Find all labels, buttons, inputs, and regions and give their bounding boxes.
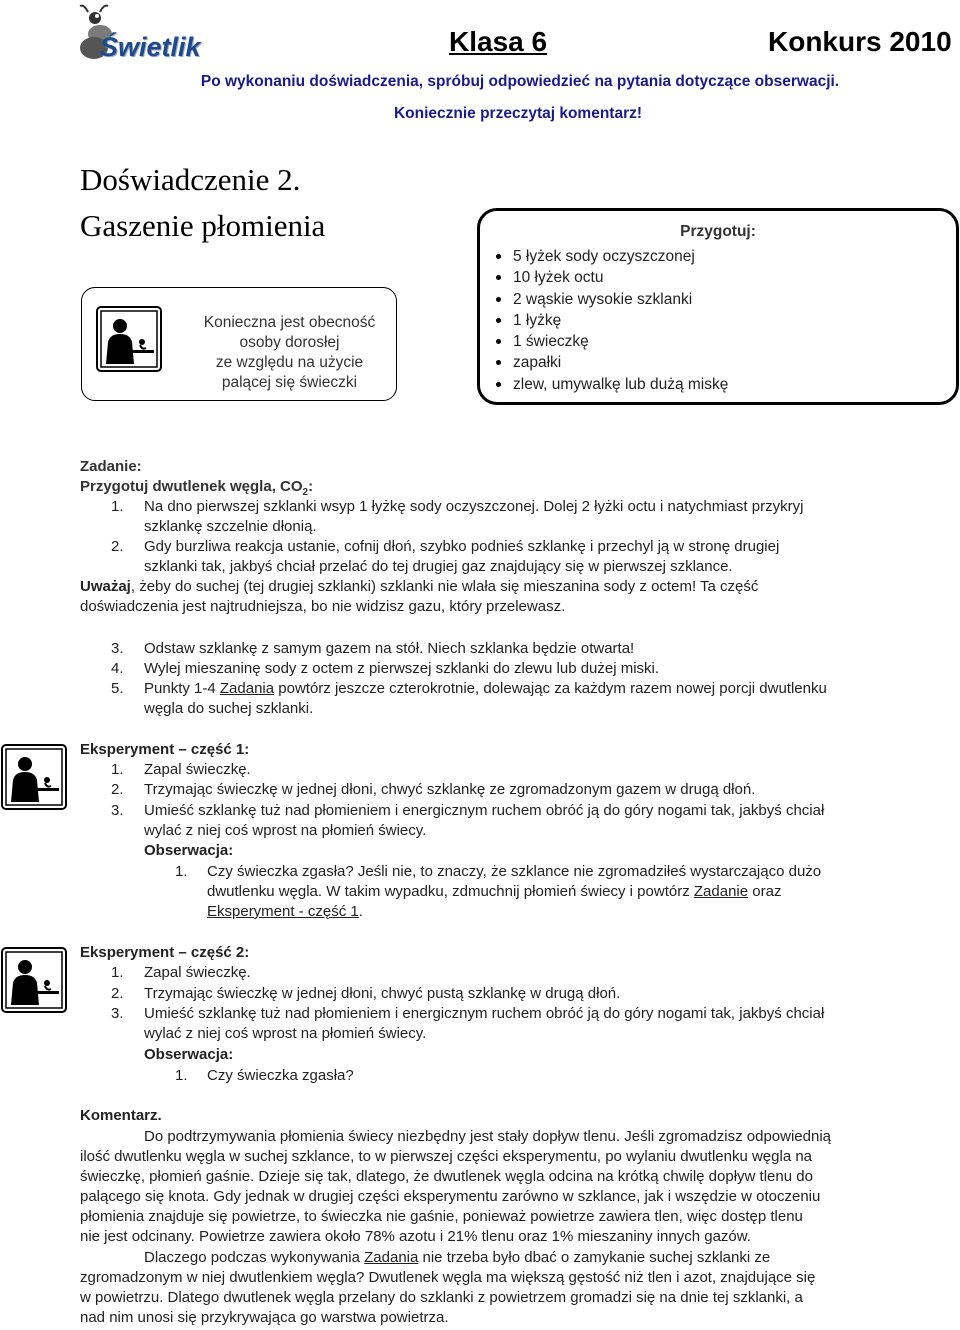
experiment-heading: Doświadczenie 2. — [80, 162, 301, 197]
experiment-title: Gaszenie płomienia — [80, 208, 326, 243]
comment-paragraph-2-line: zgromadzonym w niej dwutlenkiem węgla? Dwutlenek węgla ma większą gęstość niż tlen i azot, znajdujące się — [80, 1269, 816, 1286]
part2-observation-heading: Obserwacja: — [144, 1046, 234, 1063]
part2-step-3: 3. Umieść szklankę tuż nad płomieniem i energicznym ruchem obróć ją do góry nogami tak, jakbyś chciał wylać z niej coś wprost na płomień świecy. — [111, 1005, 825, 1042]
comment-paragraph-2-line: Dlaczego podczas wykonywania Zadania nie trzeba było dbać o zamykanie suchej szklanki ze — [144, 1249, 771, 1266]
prepare-item: 1 świeczkę — [487, 331, 728, 352]
zadanie-link[interactable]: Zadanie — [693, 883, 749, 900]
prepare-item: 1 łyżkę — [487, 310, 728, 331]
task-warning-line-2: doświadczenia jest najtrudniejsza, bo nie widzisz gazu, który przelewasz. — [80, 598, 566, 615]
logo — [78, 4, 201, 68]
comment-paragraph-1-line: ilość dwutlenku węgla w suchej szklance, to w pierwszej części eksperymentu, po wylaniu dwutlenku węgla na — [80, 1148, 813, 1165]
prepare-item: zapałki — [487, 352, 728, 373]
task-step-3: 3. Odstaw szklankę z samym gazem na stół. Niech szklanka będzie otwarta! — [111, 640, 635, 657]
prepare-box — [477, 208, 959, 405]
adult-line-4: palącej się świeczki — [221, 374, 358, 391]
comment-paragraph-1-line: świeczkę, płomień gaśnie. Dzieje się tak, dlatego, że dwutlenek węgla odcina na krótką chwilę dopływ tlenu do — [80, 1168, 813, 1185]
task-step-4: 4. Wylej mieszaninę sody z octem z pierwszej szklanki do zlewu lub dużej miski. — [111, 660, 660, 677]
comment-paragraph-1-line: nie jest odcinany. Powietrze zawiera około 78% azotu i 21% tlenu oraz 1% mieszaniny innych gazów. — [80, 1228, 751, 1245]
class-label: Klasa 6 — [449, 26, 548, 57]
zadania-link[interactable]: Zadania — [219, 680, 275, 697]
logo-text: Świetlik — [100, 32, 201, 62]
comment-heading: Komentarz. — [80, 1107, 162, 1124]
adult-line-1: Konieczna jest obecność — [203, 314, 376, 331]
task-subheading: Przygotuj dwutlenek węgla, $CO_2$: — [80, 478, 314, 498]
part1-observation-heading: Obserwacja: — [144, 842, 234, 859]
zadania-link[interactable]: Zadania — [364, 1249, 419, 1266]
part1-heading: Eksperyment – część 1: — [80, 741, 250, 758]
prepare-item: 2 wąskie wysokie szklanki — [487, 289, 728, 310]
comment-paragraph-2-line: w powietrzu. Dlatego dwutlenek węgla przelany do szklanki z powietrzem gromadzi się na dnie tej szklanki, a — [80, 1289, 803, 1306]
task-step-5: 5. Punkty 1-4 Zadania powtórz jeszcze czterokrotnie, dolewając za każdym razem nowej porcji dwutlenku węgla do suchej szklanki. — [111, 680, 827, 717]
comment-paragraph-1-line: palącego się knota. Gdy jednak w drugiej części eksperymentu zarówno w szklance, jak i wszędzie w otoczeniu — [80, 1188, 821, 1205]
adult-line-2: osoby dorosłej — [239, 334, 340, 351]
prepare-item: zlew, umywalkę lub dużą miskę — [487, 374, 728, 395]
task-heading: Zadanie: — [80, 458, 142, 475]
comment-paragraph-1-line: Do podtrzymywania płomienia świecy niezbędny jest stały dopływ tlenu. Jeśli zgromadzisz odpowiednią — [144, 1128, 831, 1145]
part2-question-1: 1. Czy świeczka zgasła? — [175, 1067, 354, 1084]
adult-supervision-icon — [96, 306, 162, 372]
prepare-list — [487, 246, 728, 395]
part2-step-1: 1. Zapal świeczkę. — [111, 964, 251, 981]
comment-paragraph-1-line: płomienia znajduje się powietrze, to świeczka nie gaśnie, ponieważ powietrze zawiera tlen, więc dostęp tlenu — [80, 1208, 803, 1225]
task-step-1: 1. Na dno pierwszej szklanki wsyp 1 łyżkę sody oczyszczonej. Dolej 2 łyżki octu i natychmiast przykryj szklankę szczelnie dłonią. — [111, 498, 804, 535]
task-step-2: 2. Gdy burzliwa reakcja ustanie, cofnij dłoń, szybko podnieś szklankę i przechyl ją w stronę drugiej szklanki tak, jakbyś chciał przelać do tej drugiej gaz znajdujący się w pierwszej szklance. — [111, 538, 780, 575]
adult-supervision-box — [81, 287, 397, 401]
adult-line-3: ze względu na użycie — [215, 354, 364, 371]
instruction-text: Po wykonaniu doświadczenia, spróbuj odpowiedzieć na pytania dotyczące obserwacji. — [200, 73, 840, 90]
prepare-title: Przygotuj: — [680, 223, 756, 240]
comment-paragraph-2-line: nad nim unosi się przykrywająca go warstwa powietrza. — [80, 1309, 449, 1326]
part1-step-1: 1. Zapal świeczkę. — [111, 761, 251, 778]
task-warning: Uważaj, żeby do suchej (tej drugiej szklanki) szklanki nie wlała się mieszanina sody z octem! Ta część — [80, 578, 759, 595]
part2-heading: Eksperyment – część 2: — [80, 944, 250, 961]
part1-step-3: 3. Umieść szklankę tuż nad płomieniem i energicznym ruchem obróć ją do góry nogami tak, jakbyś chciał wylać z niej coś wprost na płomień świecy. — [111, 802, 825, 839]
must-read-text: Koniecznie przeczytaj komentarz! — [393, 105, 643, 122]
experiment-part1-link[interactable]: Eksperyment - część 1 — [207, 903, 359, 920]
prepare-item: 10 łyżek octu — [487, 267, 728, 288]
prepare-item: 5 łyżek sody oczyszczonej — [487, 246, 728, 267]
contest-label: Konkurs 2010 — [768, 26, 952, 57]
part2-step-2: 2. Trzymając świeczkę w jednej dłoni, chwyć pustą szklankę w drugą dłoń. — [111, 985, 621, 1002]
part1-step-2: 2. Trzymając świeczkę w jednej dłoni, chwyć szklankę ze zgromadzonym gazem w drugą dłoń. — [111, 781, 756, 798]
part1-question-1: 1. Czy świeczka zgasła? Jeśli nie, to znaczy, że szklance nie zgromadziłeś wystarczająco dużo dwutlenku węgla. W takim wypadku, zdmuchnij płomień świecy i powtórz Zadanie oraz Eksperyment - część 1. — [175, 863, 822, 920]
